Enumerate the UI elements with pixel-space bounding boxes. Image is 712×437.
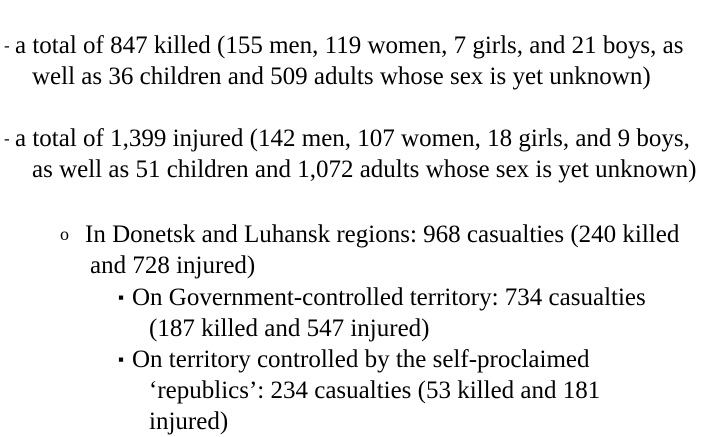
subsub-item-text: On territory controlled by the self-proclaimed ‘republics’: 234 casualties (53 killed and 181 injured) bbox=[132, 346, 601, 435]
sub-item-donetsk-luhansk bbox=[60, 219, 700, 281]
square-bullet: ▪ bbox=[118, 288, 125, 307]
list-item-total-injured bbox=[4, 123, 704, 185]
subsub-item-government-controlled bbox=[118, 282, 678, 344]
subsub-item-republics-controlled bbox=[118, 344, 678, 437]
list-item-text: a total of 847 killed (155 men, 119 women, 7 girls, and 21 boys, as well as 36 children and 509 adults whose sex is yet unknown) bbox=[15, 32, 684, 90]
circle-bullet: o bbox=[60, 224, 69, 244]
list-item-text: a total of 1,399 injured (142 men, 107 women, 18 girls, and 9 boys, as well as 51 children and 1,072 adults whose sex is yet unknown) bbox=[15, 125, 697, 183]
square-bullet: ▪ bbox=[118, 350, 125, 369]
dash-bullet: - bbox=[4, 129, 10, 148]
list-item-total-killed bbox=[4, 30, 704, 92]
dash-bullet: - bbox=[4, 36, 10, 55]
subsub-item-text: On Government-controlled territory: 734 casualties (187 killed and 547 injured) bbox=[132, 284, 646, 342]
sub-item-text: In Donetsk and Luhansk regions: 968 casualties (240 killed and 728 injured) bbox=[85, 221, 680, 279]
